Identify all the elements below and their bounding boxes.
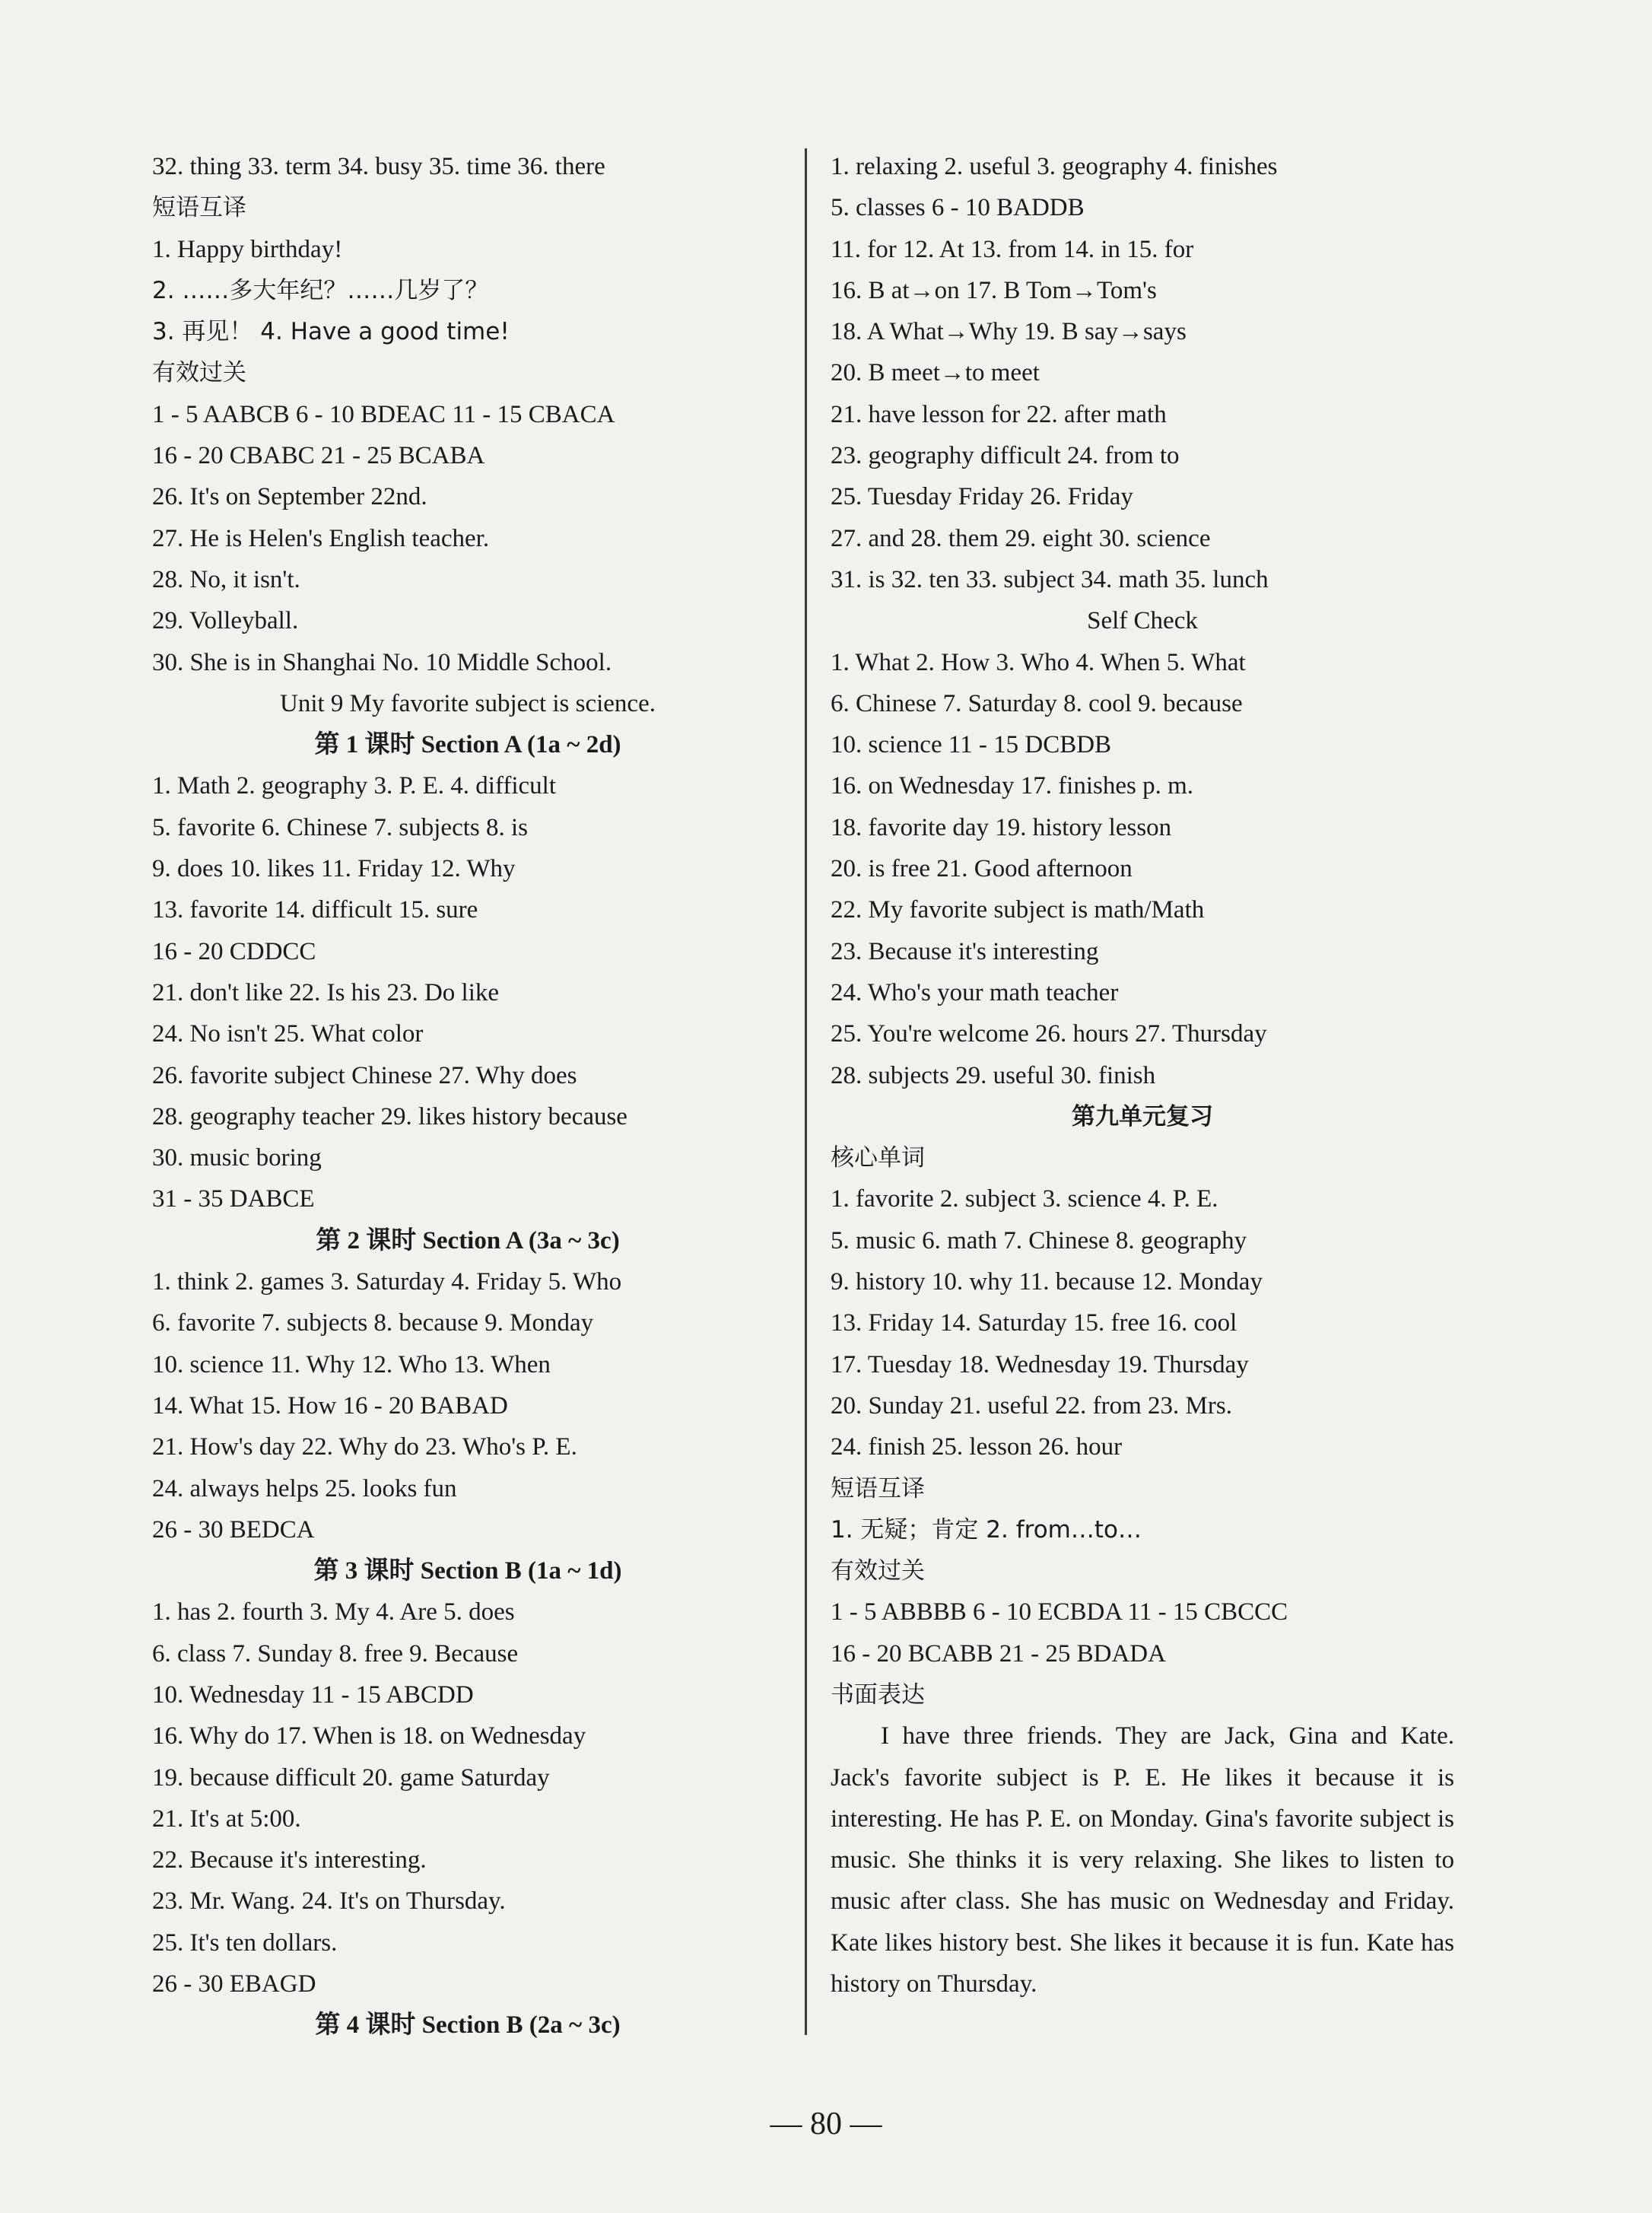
answer-line: 1 - 5 AABCB 6 - 10 BDEAC 11 - 15 CBACA	[152, 400, 615, 428]
answer-line: 20. Sunday 21. useful 22. from 23. Mrs.	[831, 1391, 1232, 1420]
answer-line: 16 - 20 CBABC 21 - 25 BCABA	[152, 442, 485, 470]
answer-line: 27. and 28. them 29. eight 30. science	[831, 524, 1211, 552]
answer-line: 21. It's at 5:00.	[152, 1804, 301, 1833]
answer-line: 13. favorite 14. difficult 15. sure	[152, 896, 478, 924]
answer-line: 1. favorite 2. subject 3. science 4. P. E.	[831, 1185, 1218, 1213]
answer-line: 22. Because it's interesting.	[152, 1846, 427, 1874]
answer-line: 26. favorite subject Chinese 27. Why does	[152, 1061, 577, 1089]
answer-line: 5. favorite 6. Chinese 7. subjects 8. is	[152, 813, 529, 841]
answer-line: 核心单词	[831, 1144, 925, 1172]
answer-line: 5. music 6. math 7. Chinese 8. geography	[831, 1226, 1247, 1254]
answer-line: 28. subjects 29. useful 30. finish	[831, 1061, 1156, 1089]
answer-line: 29. Volleyball.	[152, 607, 299, 635]
answer-line: 16. Why do 17. When is 18. on Wednesday	[152, 1722, 586, 1750]
answer-line: 1. has 2. fourth 3. My 4. Are 5. does	[152, 1598, 515, 1626]
answer-line: 23. Because it's interesting	[831, 937, 1099, 965]
answer-line: 有效过关	[152, 359, 246, 387]
answer-line: 21. don't like 22. Is his 23. Do like	[152, 978, 500, 1006]
answer-line: 9. history 10. why 11. because 12. Monday	[831, 1268, 1263, 1296]
section-heading: 第 3 课时 Section B (1a ~ 1d)	[313, 1557, 622, 1585]
answer-line: 书面表达	[831, 1680, 925, 1709]
answer-line: 6. favorite 7. subjects 8. because 9. Monday	[152, 1309, 594, 1337]
page-number: — 80 —	[770, 2106, 882, 2141]
answer-line: 25. It's ten dollars.	[152, 1928, 338, 1957]
answer-line: 30. She is in Shanghai No. 10 Middle School.	[152, 648, 612, 676]
answer-line: 10. science 11. Why 12. Who 13. When	[152, 1350, 551, 1378]
left-column	[152, 146, 783, 2046]
answer-line: 24. finish 25. lesson 26. hour	[831, 1433, 1123, 1461]
answer-line: 22. My favorite subject is math/Math	[831, 896, 1205, 924]
right-column	[831, 146, 1454, 2005]
answer-line: 16. on Wednesday 17. finishes p. m.	[831, 772, 1194, 800]
answer-line: 28. No, it isn't.	[152, 565, 300, 593]
answer-line: 32. thing 33. term 34. busy 35. time 36. there	[152, 153, 605, 180]
answer-line: 21. How's day 22. Why do 23. Who's P. E.	[152, 1433, 577, 1461]
column-divider	[805, 148, 807, 2035]
answer-line: 24. always helps 25. looks fun	[152, 1474, 457, 1502]
answer-line: 31 - 35 DABCE	[152, 1185, 315, 1213]
answer-line: 25. You're welcome 26. hours 27. Thursday	[831, 1020, 1267, 1048]
answer-line: 25. Tuesday Friday 26. Friday	[831, 483, 1133, 511]
answer-line: 24. No isn't 25. What color	[152, 1020, 424, 1048]
answer-line: 18. A What→Why 19. B say→says	[831, 318, 1187, 346]
answer-line: 1 - 5 ABBBB 6 - 10 ECBDA 11 - 15 CBCCC	[831, 1598, 1288, 1626]
answer-line: 1. 无疑；肯定 2. from…to…	[831, 1515, 1142, 1544]
section-heading: 第 1 课时 Section A (1a ~ 2d)	[314, 731, 621, 759]
answer-line: 5. classes 6 - 10 BADDB	[831, 194, 1085, 222]
answer-line: 26 - 30 EBAGD	[152, 1970, 316, 1998]
section-heading: 第九单元复习	[1072, 1102, 1213, 1130]
answer-line: 10. Wednesday 11 - 15 ABCDD	[152, 1680, 474, 1709]
answer-line: 23. geography difficult 24. from to	[831, 442, 1180, 470]
section-heading: Unit 9 My favorite subject is science.	[280, 689, 656, 717]
answer-line: 1. think 2. games 3. Saturday 4. Friday 5. Who	[152, 1268, 622, 1296]
section-heading: 第 4 课时 Section B (2a ~ 3c)	[315, 2011, 621, 2040]
section-heading: 第 2 课时 Section A (3a ~ 3c)	[316, 1226, 620, 1254]
answer-line: 1. Math 2. geography 3. P. E. 4. difficult	[152, 772, 556, 800]
written-expression-essay: I have three friends. They are Jack, Gina and Kate. Jack's favorite subject is P. E. He likes it because it is interesting. He has P. E. on Monday. Gina's favorite subject is music. She thinks it is very relaxing. She likes to listen to music after class. She has music on Wednesday and Friday. Kate likes history best. She likes it because it is fun. Kate has history on Thursday.	[831, 1722, 1454, 1998]
answer-line: 10. science 11 - 15 DCBDB	[831, 731, 1112, 759]
section-heading: Self Check	[1087, 607, 1198, 635]
answer-line: 24. Who's your math teacher	[831, 978, 1119, 1006]
answer-line: 27. He is Helen's English teacher.	[152, 524, 490, 552]
answer-line: 9. does 10. likes 11. Friday 12. Why	[152, 855, 516, 883]
answer-line: 30. music boring	[152, 1144, 322, 1172]
answer-line: 11. for 12. At 13. from 14. in 15. for	[831, 235, 1194, 263]
answer-line: 13. Friday 14. Saturday 15. free 16. cool	[831, 1309, 1237, 1337]
answer-line: 16 - 20 BCABB 21 - 25 BDADA	[831, 1639, 1166, 1668]
answer-line: 2. ……多大年纪？……几岁了？	[152, 276, 489, 304]
answer-line: 16. B at→on 17. B Tom→Tom's	[831, 276, 1157, 304]
answer-line: 21. have lesson for 22. after math	[831, 400, 1167, 428]
answer-line: 18. favorite day 19. history lesson	[831, 813, 1172, 841]
answer-line: 有效过关	[831, 1557, 925, 1585]
answer-line: 短语互译	[831, 1474, 925, 1502]
answer-line: 20. B meet→to meet	[831, 359, 1040, 387]
answer-line: 26. It's on September 22nd.	[152, 483, 427, 511]
answer-line: 1. Happy birthday!	[152, 235, 343, 263]
answer-line: 28. geography teacher 29. likes history because	[152, 1102, 627, 1130]
answer-line: 短语互译	[152, 194, 246, 222]
answer-line: 3. 再见！ 4. Have a good time!	[152, 318, 510, 346]
answer-line: 14. What 15. How 16 - 20 BABAD	[152, 1391, 508, 1420]
answer-line: 1. What 2. How 3. Who 4. When 5. What	[831, 648, 1246, 676]
answer-line: 16 - 20 CDDCC	[152, 937, 316, 965]
answer-line: 6. class 7. Sunday 8. free 9. Because	[152, 1639, 519, 1668]
answer-line: 26 - 30 BEDCA	[152, 1515, 315, 1544]
answer-line: 6. Chinese 7. Saturday 8. cool 9. because	[831, 689, 1243, 717]
answer-line: 17. Tuesday 18. Wednesday 19. Thursday	[831, 1350, 1249, 1378]
answer-line: 23. Mr. Wang. 24. It's on Thursday.	[152, 1887, 506, 1916]
answer-line: 19. because difficult 20. game Saturday	[152, 1763, 550, 1792]
answer-line: 1. relaxing 2. useful 3. geography 4. finishes	[831, 153, 1278, 180]
answer-line: 31. is 32. ten 33. subject 34. math 35. lunch	[831, 565, 1269, 593]
answer-line: 20. is free 21. Good afternoon	[831, 855, 1133, 883]
